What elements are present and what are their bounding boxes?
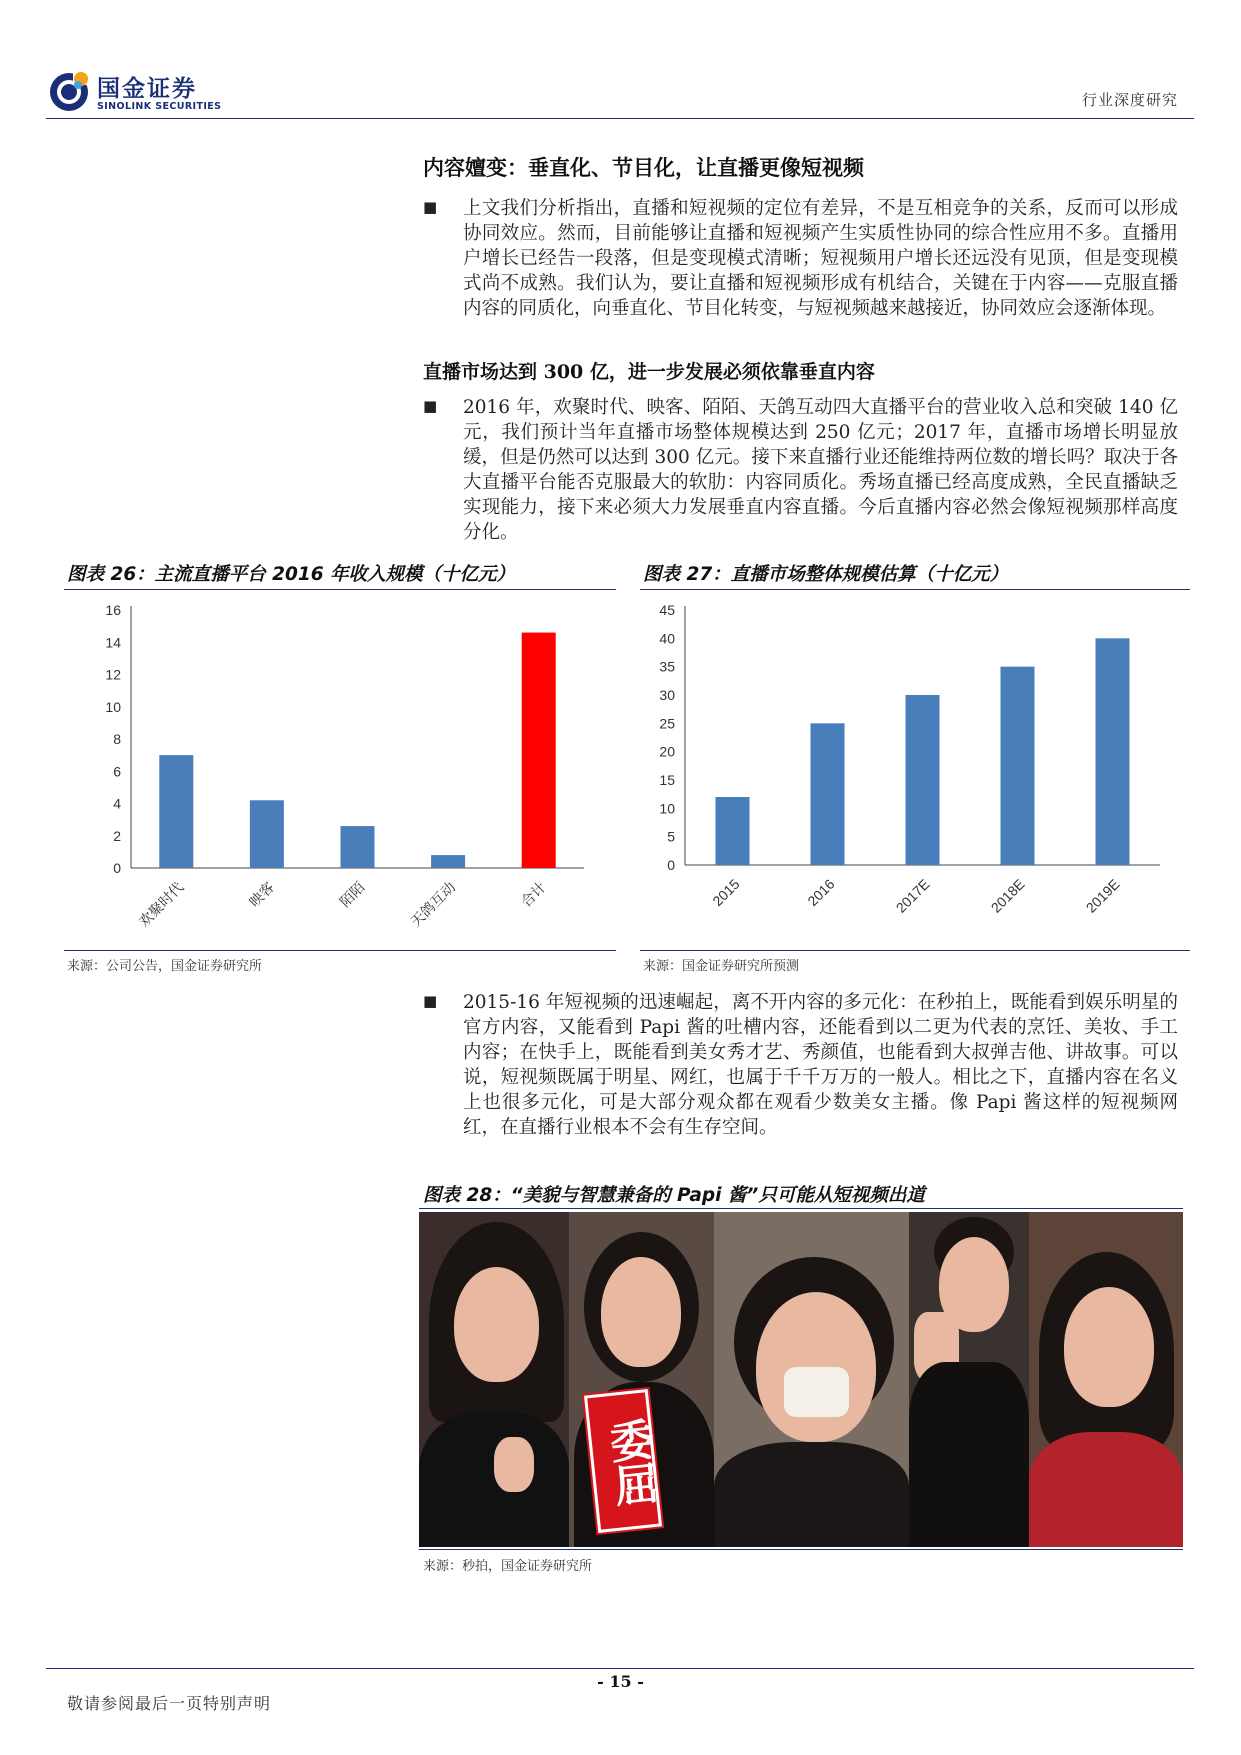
x-tick-label: 映客 [245,878,278,910]
bar [1096,638,1130,865]
y-tick-label: 25 [659,715,675,732]
page-number: - 15 - [597,1672,644,1691]
bar-chart-market-size [640,593,1190,948]
y-tick-label: 0 [667,857,675,873]
report-type: 行业深度研究 [1081,91,1178,109]
x-tick-label: 合计 [517,878,549,910]
bar [522,633,556,868]
papi-jiang-collage-photo [419,1212,1183,1547]
y-tick-label: 30 [659,687,675,703]
bullet-square-icon: ■ [423,397,438,415]
figure-26-chart [64,593,616,948]
footer-divider [46,1668,1194,1669]
figure-27-rule [640,589,1190,590]
x-tick-label: 欢聚时代 [135,878,187,930]
x-tick-label: 2016 [804,875,838,910]
paragraph-3 [423,990,1178,1140]
y-tick-label: 15 [659,772,675,788]
y-tick-label: 12 [105,666,121,683]
figure-26-rule [64,589,616,590]
y-tick-label: 2 [113,827,121,844]
figure-27-chart [640,593,1190,948]
photo-panel [714,1212,909,1547]
figure-28-bottom-rule [419,1549,1183,1550]
section-title: 内容嬗变：垂直化、节目化，让直播更像短视频 [423,155,864,180]
figure-28-rule [419,1208,1183,1209]
bullet-square-icon: ■ [423,198,438,216]
y-tick-label: 40 [659,630,675,647]
figure-27-bottom-rule [640,950,1190,951]
figure-26-source: 来源：公司公告，国金证券研究所 [67,959,263,974]
photo-panel [569,1212,714,1547]
y-tick-label: 14 [105,634,121,651]
paragraph-text: 上文我们分析指出，直播和短视频的定位有差异，不是互相竞争的关系，反而可以形成协同效应。然而，目前能够让直播和短视频产生实质性协同的综合性应用不多。直播用户增长已经告一段落，但是变现模式清晰；短视频用户增长还远没有见顶，但是变现模式尚不成熟。我们认为，要让直播和短视频形成有机结合，关键在于内容——克服直播内容的同质化，向垂直化、节目化转变，与短视频越来越接近，协同效应会逐渐体现。 [463,198,1178,319]
brand-name-en: SINOLINK SECURITIES [97,101,222,112]
figure-27-source: 来源：国金证券研究所预测 [643,959,800,974]
y-tick-label: 4 [113,795,121,812]
figure-26-bottom-rule [64,950,616,951]
figure-28-source: 来源：秒拍，国金证券研究所 [423,1559,593,1574]
figure-27-title: 图表 27：直播市场整体规模估算（十亿元） [643,564,1009,585]
bar [341,826,375,868]
bar [1001,667,1035,865]
y-tick-label: 10 [659,800,675,817]
paragraph-1 [423,196,1178,321]
bar [906,695,940,865]
bar [811,723,845,865]
y-tick-label: 0 [113,860,121,876]
x-tick-label: 2017E [892,875,933,916]
bar [716,797,750,865]
subheading: 直播市场达到 300 亿，进一步发展必须依靠垂直内容 [423,361,875,383]
x-tick-label: 天鸽互动 [407,878,459,930]
figure-26-title: 图表 26：主流直播平台 2016 年收入规模（十亿元） [67,564,516,585]
y-tick-label: 10 [105,698,121,715]
header-divider [46,118,1194,119]
bar [250,800,284,868]
y-tick-label: 45 [659,602,675,618]
photo-panel [909,1212,1029,1547]
y-tick-label: 6 [113,763,121,780]
y-tick-label: 5 [667,828,675,845]
y-tick-label: 16 [105,602,121,618]
x-tick-label: 2015 [709,875,743,910]
photo-panel [1029,1212,1183,1547]
bullet-square-icon: ■ [423,992,438,1010]
paragraph-2 [423,395,1178,545]
figure-28-title: 图表 28：“美貌与智慧兼备的 Papi 酱”只可能从短视频出道 [423,1185,925,1206]
bar-chart-platform-revenue [64,593,616,948]
footer-disclaimer: 敬请参阅最后一页特别声明 [67,1694,272,1713]
y-tick-label: 35 [659,658,675,675]
brand-name: 国金证券 [97,76,197,102]
bar [159,755,193,868]
bar [431,855,465,868]
photo-panel [419,1212,569,1547]
sinolink-logo-icon [48,71,90,113]
y-tick-label: 8 [113,731,121,747]
x-tick-label: 陌陌 [336,878,368,910]
caption-badge: 委屈 [584,1389,662,1533]
x-tick-label: 2018E [987,875,1028,916]
paragraph-text: 2016 年，欢聚时代、映客、陌陌、天鸽互动四大直播平台的营业收入总和突破 140 亿元，我们预计当年直播市场整体规模达到 250 亿元；2017 年，直播市场增长明显放缓，但是仍然可以达到 300 亿元。接下来直播行业还能维持两位数的增长吗？取决于各大直播平台能否克服最大的软肋：内容同质化。秀场直播已经高度成熟，全民直播缺乏实现能力，接下来必须大力发展垂直内容直播。今后直播内容必然会像短视频那样高度分化。 [463,397,1178,543]
y-tick-label: 20 [659,743,675,760]
paragraph-text: 2015-16 年短视频的迅速崛起，离不开内容的多元化：在秒拍上，既能看到娱乐明星的官方内容，又能看到 Papi 酱的吐槽内容，还能看到以二更为代表的烹饪、美妆、手工内容；在快手上，既能看到美女秀才艺、秀颜值，也能看到大叔弹吉他、讲故事。可以说，短视频既属于明星、网红，也属于千千万万的一般人。相比之下，直播内容在名义上也很多元化，可是大部分观众都在观看少数美女主播。像 Papi 酱这样的短视频网红，在直播行业根本不会有生存空间。 [463,992,1178,1138]
x-tick-label: 2019E [1082,875,1123,916]
